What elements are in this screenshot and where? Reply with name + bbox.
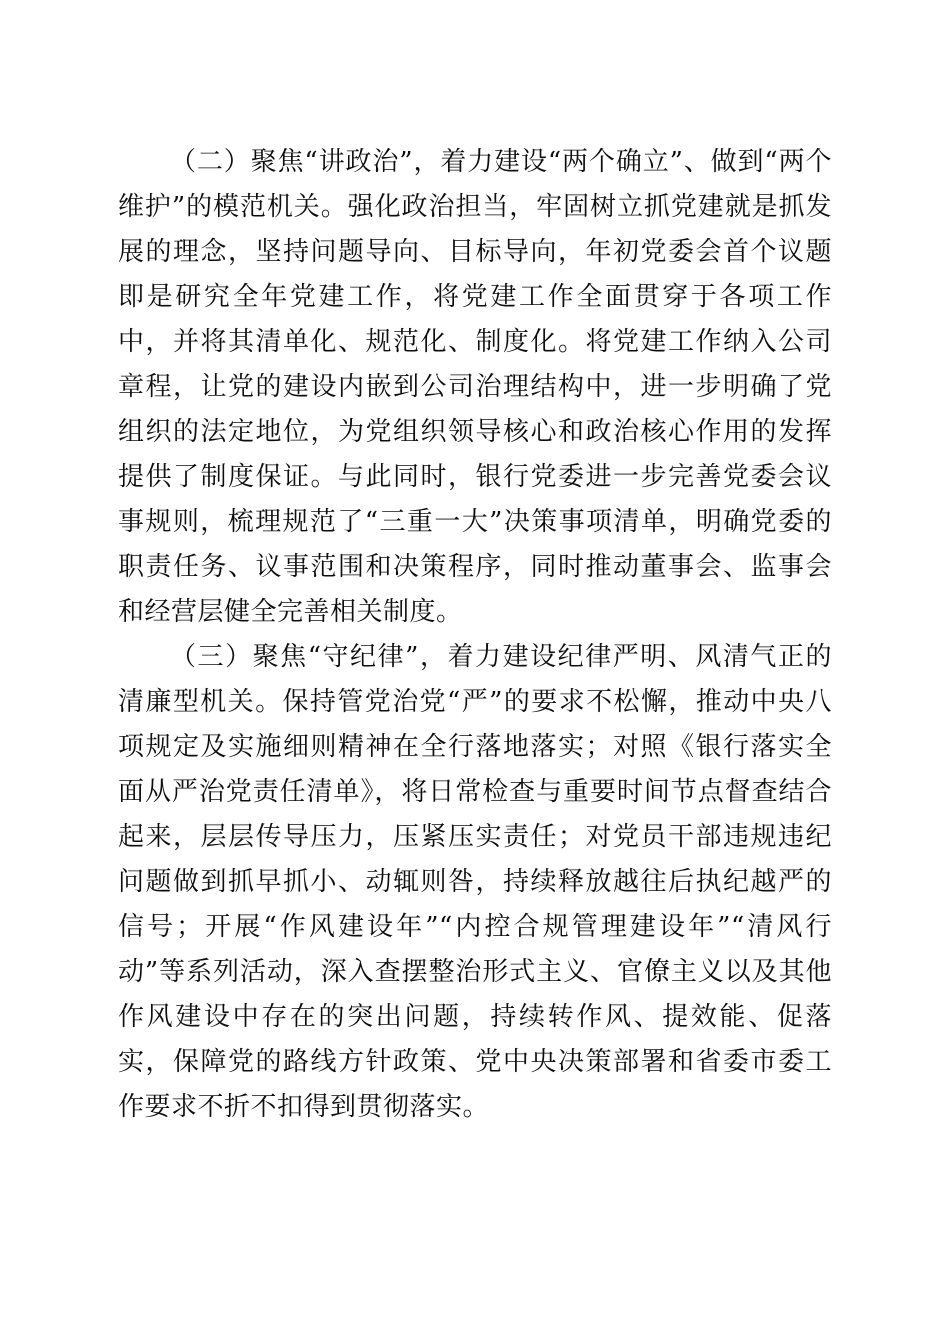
paragraph-3-lead: （三）聚焦“守纪律”，着力建设纪律严明、风清气正的清廉型机关。 bbox=[118, 642, 832, 717]
paragraph-2-lead: （二）聚焦“讲政治”，着力建设“两个确立”、做到“两个维护”的模范机关。 bbox=[118, 147, 832, 222]
paragraph-3 bbox=[118, 635, 832, 1130]
paragraph-3-body: 保持管党治党“严”的要求不松懈，推动中央八项规定及实施细则精神在全行落地落实；对照《银行落实全面从严治党责任清单》，将日常检查与重要时间节点督查结合起来，层层传导压力，压紧压实责任；对党员干部违规违纪问题做到抓早抓小、动辄则咎，持续释放越往后执纪越严的信号；开展“作风建设年”“内控合规管理建设年”“清风行动”等系列活动，深入查摆整治形式主义、官僚主义以及其他作风建设中存在的突出问题，持续转作风、提效能、促落实，保障党的路线方针政策、党中央决策部署和省委市委工作要求不折不扣得到贯彻落实。 bbox=[118, 687, 832, 1122]
paragraph-2-body: 强化政治担当，牢固树立抓党建就是抓发展的理念，坚持问题导向、目标导向，年初党委会首个议题即是研究全年党建工作，将党建工作全面贯穿于各项工作中，并将其清单化、规范化、制度化。将党建工作纳入公司章程，让党的建设内嵌到公司治理结构中，进一步明确了党组织的法定地位，为党组织领导核心和政治核心作用的发挥提供了制度保证。与此同时，银行党委进一步完善党委会议事规则，梳理规范了“三重一大”决策事项清单，明确党委的职责任务、议事范围和决策程序，同时推动董事会、监事会和经营层健全完善相关制度。 bbox=[118, 192, 832, 627]
paragraph-2 bbox=[118, 140, 832, 635]
